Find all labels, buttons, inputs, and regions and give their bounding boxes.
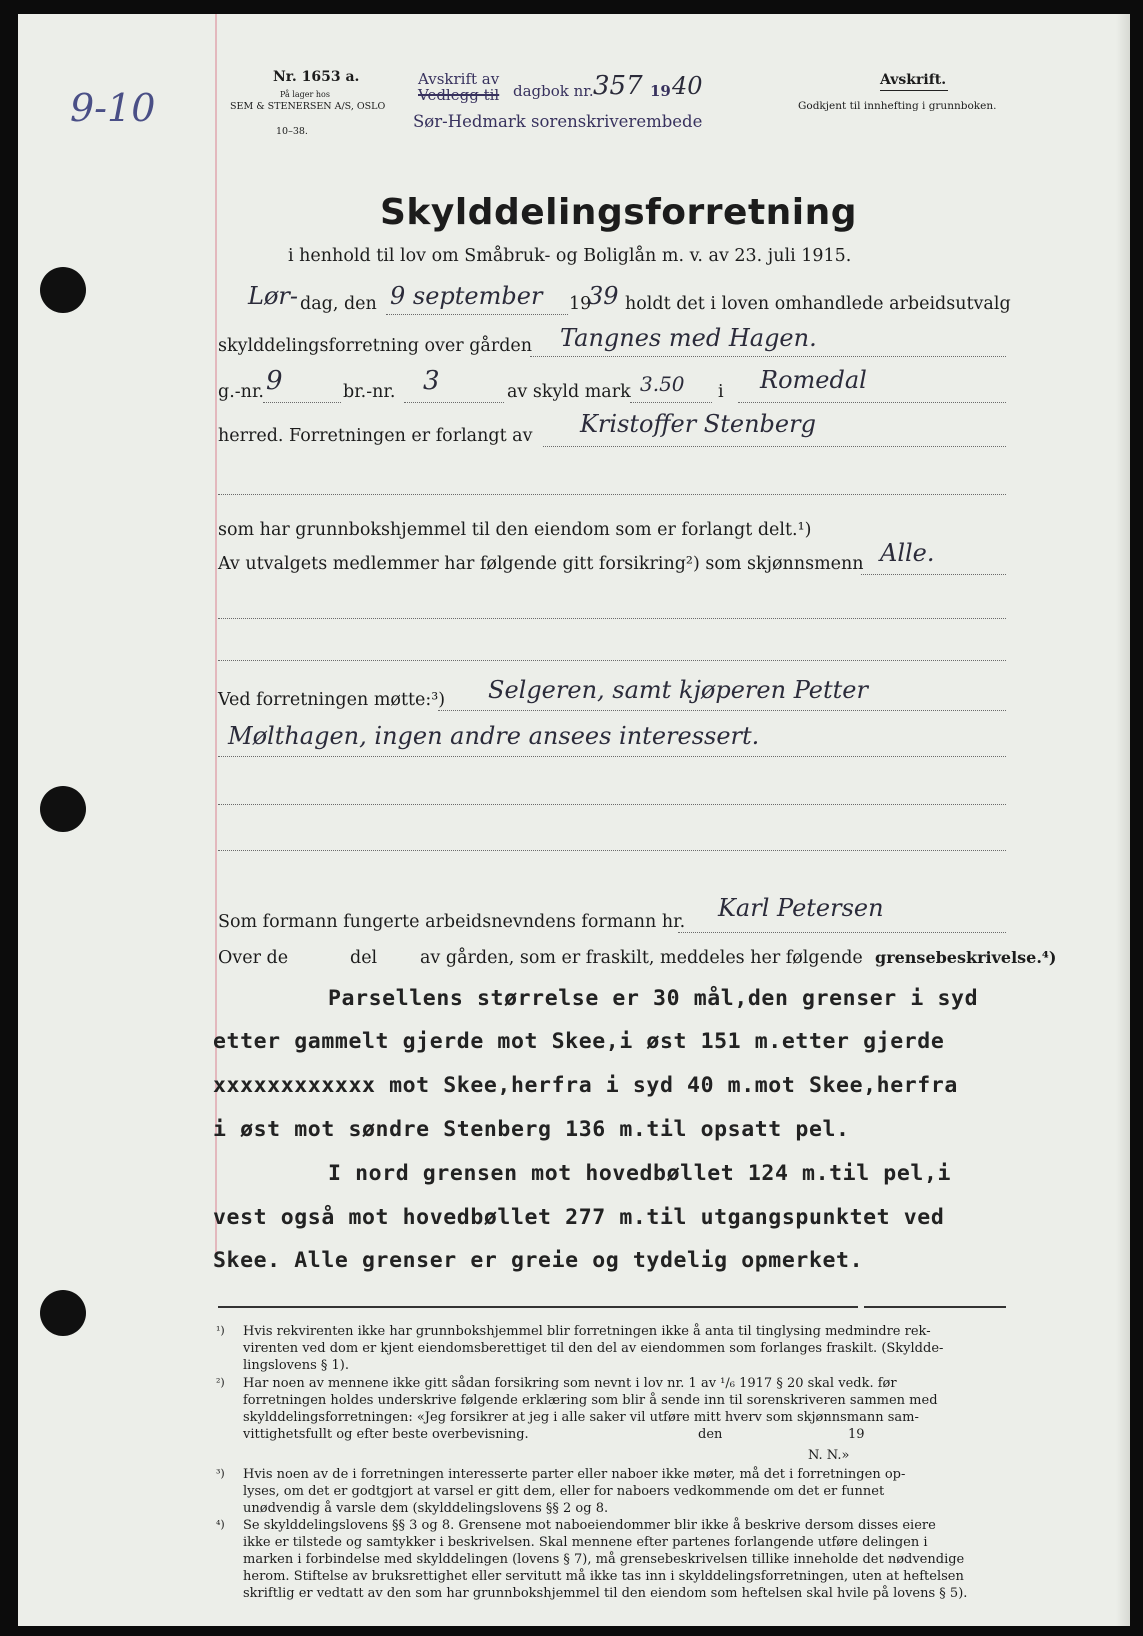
typed-line-6: vest også mot hovedbøllet 277 m.til utgangspunktet ved	[213, 1205, 945, 1230]
stamp-office: Sør-Hedmark sorenskriverembede	[413, 112, 703, 131]
farm-label: skylddelingsforretning over gården	[218, 336, 533, 356]
attended-fill-line-2	[218, 756, 1006, 757]
footnote-rule-right	[864, 1306, 1006, 1308]
attended-label: Ved forretningen møtte:³)	[218, 690, 446, 710]
footnote-4-mark: ⁴)	[216, 1518, 225, 1531]
blank-fill-line-2	[218, 618, 1006, 619]
bnr-fill-line	[404, 402, 504, 403]
punch-hole-bottom	[40, 1290, 86, 1336]
typed-line-5: I nord grensen mot hovedbøllet 124 m.til pel,i	[328, 1161, 952, 1186]
punch-hole-top	[40, 267, 86, 313]
chair-handwritten: Karl Petersen	[718, 894, 884, 922]
footnote-2-line-3: skylddelingsforretningen: «Jeg forsikrer at jeg i alle saker vil utføre mitt hverv som skjønnsmann sam-	[243, 1410, 919, 1425]
gnr-handwritten: 9	[266, 366, 283, 396]
footnote-2-line-1: Har noen av mennene ikke gitt sådan forsikring som nevnt i lov nr. 1 av ¹/₆ 1917 § 20 skal vedk. før	[243, 1376, 897, 1391]
bnr-handwritten: 3	[423, 366, 440, 396]
del-label: del	[350, 948, 378, 968]
footnote-1-line-3: lingslovens § 1).	[243, 1358, 349, 1373]
skyld-fill-line	[630, 402, 712, 403]
avskrift-subtitle: Godkjent til innhefting i grunnboken.	[798, 100, 997, 112]
chair-label: Som formann fungerte arbeidsnevndens formann hr.	[218, 912, 686, 932]
blank-fill-line-5	[218, 850, 1006, 851]
publisher-line1: På lager hos	[280, 90, 330, 99]
footnote-1-line-2: virenten ved dom er kjent eiendomsberettiget til den del av eiendommen som forlanges fraskilt. (Skyldde-	[243, 1341, 944, 1356]
members-fill-line	[861, 574, 1006, 575]
footnote-2-line-4: vittighetsfullt og efter beste overbevisning.	[243, 1427, 529, 1442]
grunnbok-text: som har grunnbokshjemmel til den eiendom som er forlangt delt.¹)	[218, 520, 812, 540]
typed-line-3: xxxxxxxxxxxx mot Skee,herfra i syd 40 m.mot Skee,herfra	[213, 1073, 958, 1098]
document-page	[18, 14, 1130, 1626]
typed-line-2: etter gammelt gjerde mot Skee,i øst 151 m.etter gjerde	[213, 1029, 945, 1054]
requester-handwritten: Kristoffer Stenberg	[580, 410, 816, 438]
footnote-1-mark: ¹)	[216, 1324, 225, 1337]
weekday-handwritten: Lør-	[248, 282, 298, 310]
stamp-struck-text: Vedlegg til	[418, 86, 500, 104]
members-handwritten: Alle.	[880, 539, 935, 567]
footnote-4-line-2: ikke er tilstede og samtykker i beskrivelsen. Skal mennene efter partenes forlangende utføre delingen i	[243, 1535, 928, 1550]
blank-fill-line-4	[218, 804, 1006, 805]
grense-bold-label: grensebeskrivelse.⁴)	[875, 948, 1057, 967]
over-rest-label: av gården, som er fraskilt, meddeles her følgende	[420, 948, 863, 968]
chair-fill-line	[678, 932, 1006, 933]
punch-hole-middle	[40, 786, 86, 832]
footnote-1-line-1: Hvis rekvirenten ikke har grunnbokshjemmel blir forretningen ikke å anta til tinglysing medmindre rek-	[243, 1324, 931, 1339]
footnote-4-line-3: marken i forbindelse med skylddelingen (lovens § 7), må grensebeskrivelsen tillike inneholde det nødvendige	[243, 1552, 965, 1567]
page-subtitle: i henhold til lov om Småbruk- og Boliglån m. v. av 23. juli 1915.	[288, 246, 852, 266]
dag-den-label: dag, den	[300, 294, 377, 314]
herred-label: herred. Forretningen er forlangt av	[218, 426, 533, 446]
members-text: Av utvalgets medlemmer har følgende gitt forsikring²) som skjønnsmenn	[218, 554, 864, 574]
footnote-3-line-3: unødvendig å varsle dem (skylddelingslovens §§ 2 og 8.	[243, 1501, 609, 1516]
year-prefix: 19	[569, 294, 592, 314]
footnote-3-line-2: lyses, om det er godtgjort at varsel er gitt dem, eller for naboers vedkommende om det er funnet	[243, 1484, 885, 1499]
herred-fill-line	[738, 402, 1006, 403]
page-edge-shadow	[1116, 14, 1130, 1626]
typed-line-7: Skee. Alle grenser er greie og tydelig opmerket.	[213, 1248, 864, 1273]
margin-note: 9-10	[70, 86, 156, 130]
footnote-3-line-1: Hvis noen av de i forretningen interesserte parter eller naboer ikke møter, må det i forretningen op-	[243, 1467, 906, 1482]
footnote-2-den: den	[698, 1427, 723, 1442]
blank-fill-line-1	[218, 494, 1006, 495]
attended-fill-line-1	[438, 710, 1006, 711]
footnote-rule-left	[218, 1306, 858, 1308]
requester-fill-line	[543, 446, 1006, 447]
footnote-2-year: 19	[848, 1427, 865, 1442]
footnote-4-line-5: skriftlig er vedtatt av den som har grunnbokshjemmel til den eiendom som heftelsen skal hvile på lovens § 5).	[243, 1586, 968, 1601]
stamp-dagbok-label: dagbok nr.	[513, 82, 594, 100]
gnr-fill-line	[263, 402, 341, 403]
form-number: Nr. 1653 a.	[273, 69, 360, 85]
footnote-4-line-1: Se skylddelingslovens §§ 3 og 8. Grensene mot naboeiendommer blir ikke å beskrive dersom disses eiere	[243, 1518, 936, 1533]
footnote-4-line-4: herom. Stiftelse av bruksrettighet eller servitutt må ikke tas inn i skylddelingsforretningen, uten at heftelsen	[243, 1569, 964, 1584]
avskrift-title: Avskrift.	[880, 72, 947, 88]
date-handwritten: 9 september	[390, 282, 543, 310]
stamp-year-prefix: 19	[650, 82, 671, 100]
held-text: holdt det i loven omhandlede arbeidsutvalg	[625, 294, 1011, 314]
footnote-2-mark: ²)	[216, 1376, 225, 1389]
stamp-year: 40	[672, 72, 703, 100]
stamp-avskrift-av: Avskrift av	[418, 70, 500, 88]
avskrift-underline	[880, 90, 948, 91]
footnote-2-line-2: forretningen holdes underskrive følgende erklæring som blir å sende inn til sorenskriveren sammen med	[243, 1393, 938, 1408]
blank-fill-line-3	[218, 660, 1006, 661]
typed-line-1: Parsellens størrelse er 30 mål,den grenser i syd	[328, 986, 979, 1011]
page-title: Skylddelingsforretning	[380, 192, 858, 233]
farm-handwritten: Tangnes med Hagen.	[560, 324, 817, 352]
skyld-handwritten: 3.50	[640, 372, 685, 396]
date-fill-line	[386, 314, 568, 315]
bnr-label: br.-nr.	[343, 382, 396, 402]
herred-handwritten: Romedal	[760, 366, 867, 394]
publisher-date: 10–38.	[276, 126, 308, 137]
footnote-3-mark: ³)	[216, 1467, 225, 1480]
year-handwritten: 39	[588, 282, 619, 310]
typed-line-4: i øst mot søndre Stenberg 136 m.til opsatt pel.	[213, 1117, 850, 1142]
over-de-label: Over de	[218, 948, 289, 968]
attended-handwritten-2: Mølthagen, ingen andre ansees interessert.	[228, 722, 760, 750]
stamp-dagbok-number: 357	[593, 71, 643, 101]
i-label: i	[718, 382, 724, 402]
gnr-label: g.-nr.	[218, 382, 264, 402]
attended-handwritten-1: Selgeren, samt kjøperen Petter	[488, 676, 868, 704]
skyld-label: av skyld mark	[507, 382, 631, 402]
farm-fill-line	[530, 356, 1006, 357]
footnote-2-nn: N. N.»	[808, 1448, 850, 1463]
publisher-line2: SEM & STENERSEN A/S, OSLO	[230, 101, 386, 112]
